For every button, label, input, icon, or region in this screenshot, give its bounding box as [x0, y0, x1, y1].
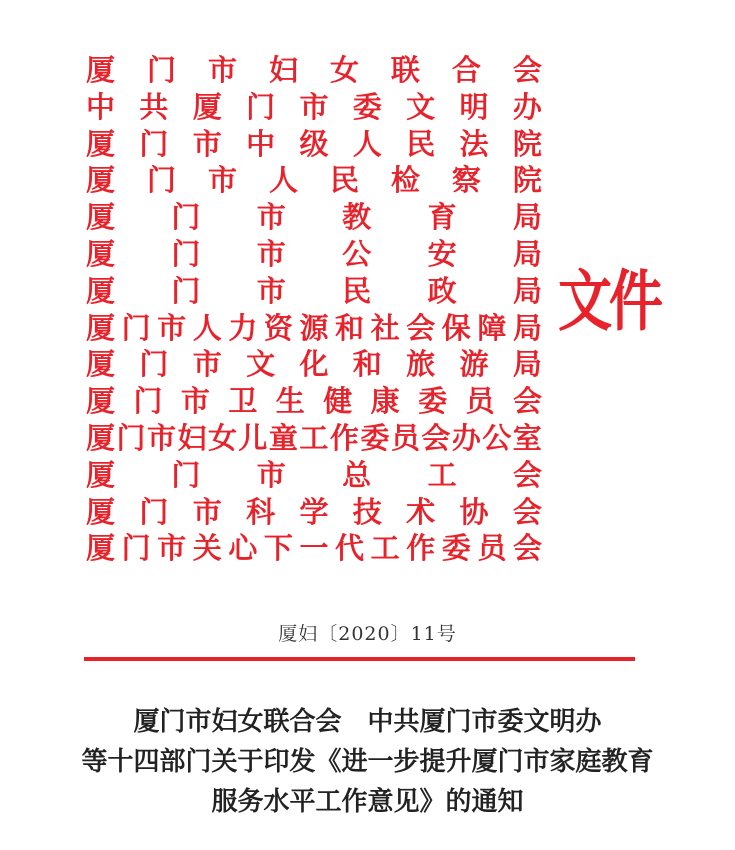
issuer-row: 厦 门 市 妇 女 儿 童 工 作 委 员 会 办 公 室	[86, 420, 542, 455]
title-line-1: 厦门市妇女联合会 中共厦门市委文明办	[133, 707, 602, 737]
document-type-label: 文件	[558, 262, 660, 340]
issuer-row: 厦 门 市 总 工 会	[86, 457, 542, 492]
document-title	[0, 702, 735, 822]
issuer-row: 厦 门 市 人 力 资 源 和 社 会 保 障 局	[86, 310, 542, 345]
issuer-row: 厦 门 市 妇 女 联 合 会	[86, 53, 542, 87]
issuer-row: 厦 门 市 卫 生 健 康 委 员 会	[86, 384, 542, 419]
title-line-2: 等十四部门关于印发《进一步提升厦门市家庭教育	[81, 747, 654, 777]
title-line-3: 服务水平工作意见》的通知	[211, 787, 524, 817]
issuer-row: 厦 门 市 公 安 局	[86, 236, 542, 271]
issuer-row: 中 共 厦 门 市 委 文 明 办	[86, 89, 542, 124]
issuer-row: 厦 门 市 教 育 局	[86, 200, 542, 235]
issuer-list	[86, 52, 542, 567]
issuer-row: 厦 门 市 中 级 人 民 法 院	[86, 126, 542, 161]
red-divider-line	[84, 657, 635, 661]
document-number: 厦妇〔2020〕11号	[278, 623, 457, 645]
issuer-row: 厦 门 市 人 民 检 察 院	[86, 163, 542, 198]
issuer-row: 厦 门 市 关 心 下 一 代 工 作 委 员 会	[86, 531, 542, 566]
issuer-row: 厦 门 市 文 化 和 旅 游 局	[86, 347, 542, 382]
issuer-row: 厦 门 市 科 学 技 术 协 会	[86, 494, 542, 529]
issuer-row: 厦 门 市 民 政 局	[86, 273, 542, 308]
